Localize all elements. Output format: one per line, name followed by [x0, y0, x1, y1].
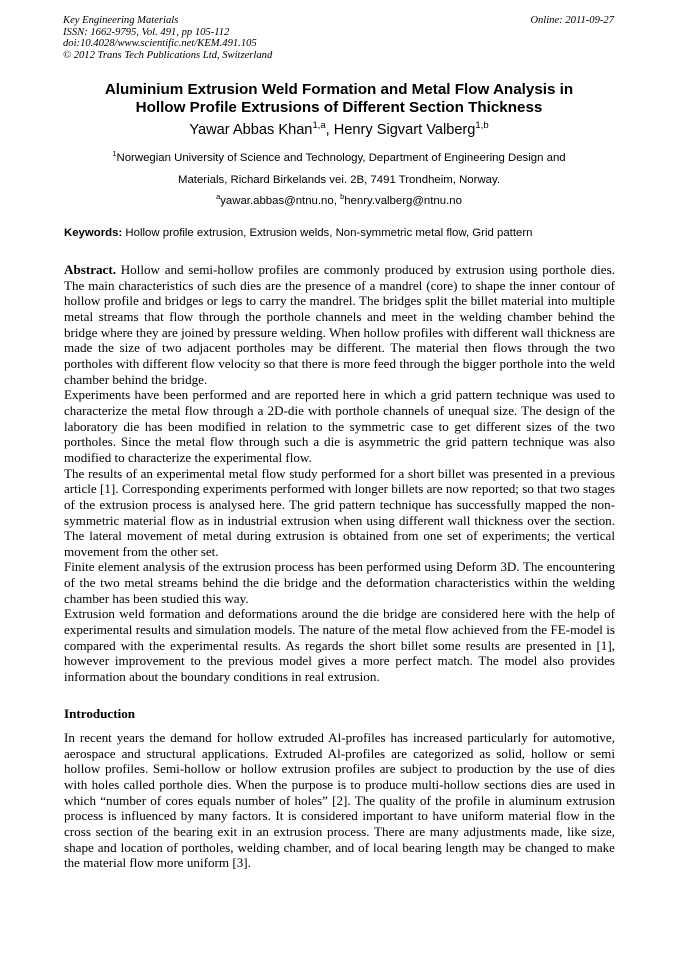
author-name: Henry Sigvart Valberg — [333, 122, 476, 138]
email-line: $^a$yawar.abbas@ntnu.no, $^b$henry.valberg@ntnu.no — [216, 192, 462, 207]
author-affiliation-marker: 1,a — [312, 120, 326, 132]
author-affiliation-marker: 1,b — [475, 120, 489, 132]
abstract-label: Abstract. — [64, 262, 116, 277]
title-line-1: Aluminium Extrusion Weld Formation and Metal Flow Analysis in — [104, 81, 574, 98]
email-marker: a — [216, 192, 221, 202]
abstract-paragraph: Experiments have been performed and are reported here in which a grid pattern technique was used to characterize the metal flow through a 2D-die with porthole channels of unequal size. The design of the laboratory die has been modified in relation to the symmetric case to get different sizes of the two portholes. Since the metal flow through such a die is asymmetric the grid pattern technique was also modified to characterize the experimental flow. — [64, 387, 615, 465]
author-name: Yawar Abbas Khan — [189, 122, 313, 138]
email-link[interactable]: henry.valberg@ntnu.no — [344, 195, 462, 207]
section-heading-introduction: Introduction — [64, 706, 136, 721]
paper-title — [40, 81, 638, 117]
introduction-section — [64, 730, 615, 871]
email-marker: b — [340, 192, 345, 202]
abstract-paragraph: The results of an experimental metal flow study performed for a short billet was presented in a previous article [1]. Corresponding experiments performed with longer billets are now reported; so that two stages of the extrusion process is analysed here. The grid pattern technique has successfully mapped the non-symmetric material flow as in industrial extrusion when using different wall thickness over the section. The lateral movement of metal during extrusion is obtained from one set of experiments; the vertical movement from the other set. — [64, 465, 615, 559]
introduction-paragraph: In recent years the demand for hollow extruded Al-profiles has increased particularly for automotive, aerospace and structural applications. Extruded Al-profiles are categorized as solid, hollow or semi hollow profiles. Semi-hollow or hollow extrusion profiles are subject to production by the use of dies with holes called porthole dies. When the purpose is to produce multi-hollow sections dies are used in which “number of cores equals number of holes” [2]. The quality of the profile in aluminum extrusion process is influenced by many factors. It is considered important to have uniform material flow in the cross section of the bearing exit in an extrusion process. There are many adjustments made, like size, shape and location of portholes, welding chamber, and of local bearing length may be changed to make the material flow more uniform [3]. — [64, 730, 615, 871]
title-line-2: Hollow Profile Extrusions of Different Section Thickness — [135, 99, 543, 116]
affiliation-marker: 1 — [112, 149, 117, 159]
abstract-section — [64, 262, 615, 685]
abstract-paragraph: Extrusion weld formation and deformations around the die bridge are considered here with the help of experimental results and simulation models. The nature of the metal flow achieved from the FE-model is compared with the experimental results. As regards the short billet some results are presented in [1], however improvement to the previous model gives a more perfect match. The model also provides information about the boundary conditions in real extrusion. — [64, 606, 615, 685]
affiliation-line-2: Materials, Richard Birkelands vei. 2B, 7491 Trondheim, Norway. — [177, 173, 501, 186]
email-link[interactable]: yawar.abbas@ntnu.no — [220, 195, 334, 207]
affiliation-block — [40, 148, 638, 213]
author-list — [40, 121, 638, 139]
abstract-paragraph: Abstract. Hollow and semi-hollow profiles are commonly produced by extrusion using porthole dies. The main characteristics of such dies are the presence of a mandrel (core) to shape the inner contour of hollow profile and bridges or legs to carry the mandrel. The bridges split the billet material into multiple metal streams that flow through the porthole channels and meet in the welding chamber behind the bridge where they are joined by pressure welding. When hollow profiles with different wall thickness are made the size of two adjacent portholes may be different. The material then flows through the two portholes with different flow velocity so that there is more feed through the bigger porthole into the weld chamber behind the bridge. — [64, 262, 615, 387]
online-date: Online: 2011-09-27 — [530, 15, 614, 26]
issn-line: ISSN: 1662-9795, Vol. 491, pp 105-112 — [63, 26, 230, 38]
doi-line: doi:10.4028/www.scientific.net/KEM.491.105 — [63, 38, 257, 50]
journal-name: Key Engineering Materials — [63, 15, 179, 26]
journal-header — [63, 15, 272, 61]
keywords-line — [64, 225, 532, 241]
abstract-paragraph: Finite element analysis of the extrusion process has been performed using Deform 3D. The encountering of the two metal streams behind the die bridge and the deformation characteristics within the welding chamber has been studied this way. — [64, 559, 615, 606]
affiliation-line-1: $^1$Norwegian University of Science and Technology, Department of Engineering Design and — [112, 149, 566, 164]
keywords-text: Hollow profile extrusion, Extrusion welds, Non-symmetric metal flow, Grid pattern — [122, 227, 533, 239]
keywords-label: Keywords: — [64, 227, 123, 239]
author-separator: , — [325, 122, 334, 138]
copyright-line: © 2012 Trans Tech Publications Ltd, Switzerland — [63, 49, 273, 61]
